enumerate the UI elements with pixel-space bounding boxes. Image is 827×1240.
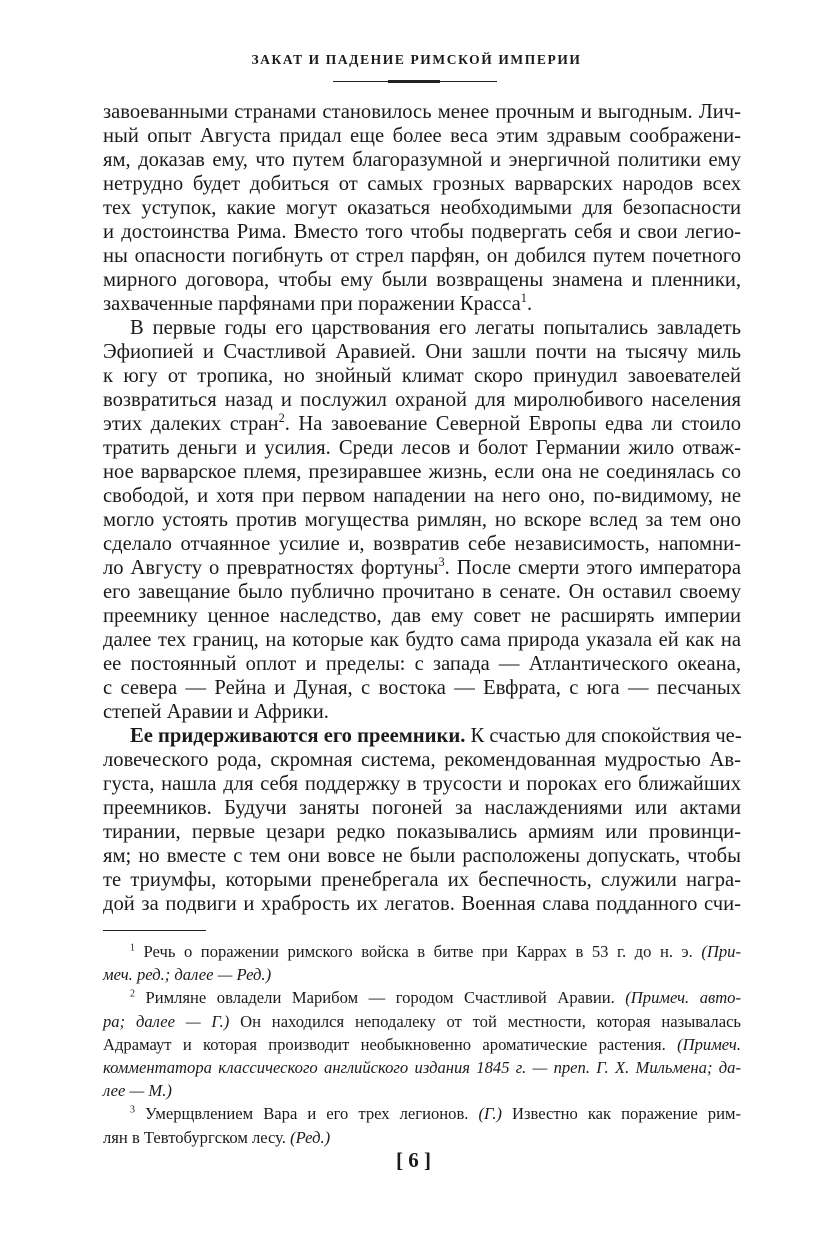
body-line	[103, 604, 741, 628]
body-line	[103, 580, 741, 604]
text-run: степей Аравии и Африки.	[103, 701, 329, 723]
text-run: лее — М.)	[103, 1081, 172, 1101]
text-run: меч. ред.; далее — Ред.)	[103, 965, 272, 985]
body-line	[103, 652, 741, 676]
footnote-line	[103, 1079, 741, 1102]
text-run: мирного договора, чтобы ему были возвращены знамена и пленники,	[103, 269, 741, 291]
text-run: Известно как поражение рим-	[501, 1104, 741, 1124]
body-line	[103, 508, 741, 532]
text-run: тратить деньги и усилия. Среди лесов и болот Германии жило отваж-	[103, 437, 741, 459]
body-line	[103, 220, 741, 244]
body-line	[103, 412, 741, 436]
text-run: (При-	[701, 942, 741, 961]
text-run: Римляне овладели Марибом — городом Счастливой Аравии.	[134, 988, 626, 1008]
body-line	[103, 700, 741, 724]
footnote-line	[103, 1102, 741, 1125]
body-line	[103, 436, 741, 460]
text-run: тех уступок, какие могут оказаться необходимыми для безопасности	[103, 197, 741, 219]
body-line	[103, 796, 741, 820]
footnote-marker: 2	[278, 411, 285, 426]
text-run: .	[526, 293, 533, 315]
text-run: преемников. Будучи заняты погоней за наслаждениями или актами	[103, 797, 741, 819]
text-run: ловеческого рода, скромная система, рекомендованная мудростью Ав-	[103, 749, 741, 771]
text-run: ло Августу о превратностях фортуны	[103, 557, 439, 579]
text-run: ям; но вместе с тем они вовсе не были расположены допускать, чтобы	[103, 845, 741, 867]
text-run: . После смерти этого императора	[444, 557, 741, 579]
footnote-line	[103, 1010, 741, 1033]
body-line	[103, 676, 741, 700]
text-run: те триумфы, которыми пренебрегала их беспечность, служили награ-	[103, 869, 741, 891]
text-run: (Примеч.	[677, 1034, 741, 1054]
body-line	[103, 364, 741, 388]
body-line	[103, 340, 741, 364]
body-line	[103, 868, 741, 892]
running-title: ЗАКАТ И ПАДЕНИЕ РИМСКОЙ ИМПЕРИИ	[251, 52, 582, 67]
text-run: с севера — Рейна и Дуная, с востока — Евфрата, с юга — песчаных	[103, 677, 741, 699]
body-line	[103, 628, 741, 652]
body-line	[103, 724, 741, 748]
body-line	[103, 820, 741, 844]
body-line	[103, 124, 741, 148]
text-run: и достоинства Рима. Вместо того чтобы подвергать себя и свои легио-	[103, 221, 741, 243]
text-run: завоеванными странами становилось менее прочным и выгодным. Лич-	[103, 101, 741, 123]
body-line	[103, 316, 741, 340]
text-run: к югу от тропика, но знойный климат скоро принудил завоевателей	[103, 365, 741, 387]
text-run: ный опыт Августа придал еще более веса этим здравым соображени-	[103, 125, 741, 147]
footnote-marker: 3	[130, 1104, 135, 1116]
body-line	[103, 460, 741, 484]
text-run: далее тех границ, на которые как будто сама природа указала ей как на	[103, 629, 741, 651]
text-run: свободой, и хотя при первом нападении на него оно, по-видимому, не	[103, 485, 741, 507]
body-line	[103, 844, 741, 868]
body-line	[103, 532, 741, 556]
text-run: Умерщвлением Вара и его трех легионов.	[134, 1104, 479, 1124]
body-line	[103, 388, 741, 412]
footnote-marker: 1	[520, 291, 527, 306]
text-run: преемнику ценное наследство, дав ему совет не расширять империи	[103, 605, 741, 627]
text-run: сделало отчаянное усилие и, возвратив себе независимость, напомни-	[103, 533, 741, 555]
text-run: захваченные парфянами при поражении Красса	[103, 293, 521, 315]
text-run: ра; далее — Г.)	[103, 1011, 230, 1031]
body-line	[103, 484, 741, 508]
text-run: этих далеких стран	[103, 413, 279, 435]
text-run: лян в Тевтобургском лесу.	[103, 1127, 291, 1147]
text-run: могло устоять против могущества римлян, но вскоре вслед за тем оно	[103, 509, 741, 531]
text-run: ее постоянный оплот и пределы: с запада — Атлантического океана,	[103, 653, 741, 675]
text-run: (Ред.)	[290, 1127, 331, 1147]
footnotes	[103, 940, 741, 1149]
footnote-line	[103, 986, 741, 1009]
body-line	[103, 100, 741, 124]
footnote-line	[103, 1056, 741, 1079]
text-run: густа, нашла для себя поддержку в трусости и пороках его ближайших	[103, 773, 741, 795]
text-run: его завещание было публично прочитано в сенате. Он оставил своему	[103, 581, 741, 603]
body-line	[103, 292, 741, 316]
body-text	[103, 100, 741, 916]
text-run: (Примеч. авто-	[625, 988, 742, 1008]
footnote-line	[103, 940, 741, 963]
text-run: Адрамаут и которая производит необыкновенно ароматические растения.	[103, 1034, 678, 1054]
body-line	[103, 172, 741, 196]
body-line	[103, 196, 741, 220]
body-line	[103, 892, 741, 916]
body-line	[103, 244, 741, 268]
text-run: Речь о поражении римского войска в битве при Каррах в 53 г. до н. э.	[134, 942, 702, 961]
text-run: В первые годы его царствования его легаты попытались завладеть	[130, 317, 741, 339]
footnote-line	[103, 1126, 741, 1149]
page-number: [ 6 ]	[396, 1148, 431, 1172]
text-run: нетрудно будет добиться от самых грозных варварских народов всех	[103, 173, 741, 195]
footnote-line	[103, 963, 741, 986]
footnote-line	[103, 1033, 741, 1056]
section-heading: Ее придерживаются его преемники.	[130, 725, 466, 747]
text-run: дой за подвиги и храбрость их легатов. Военная слава подданного счи-	[103, 893, 741, 915]
text-run: тирании, первые цезари редко показывались армиям или провинци-	[103, 821, 741, 843]
body-line	[103, 748, 741, 772]
body-line	[103, 148, 741, 172]
text-run: ны опасности погибнуть от стрел парфян, он добился путем почетного	[103, 245, 741, 267]
body-line	[103, 268, 741, 292]
text-run: . На завоевание Северной Европы едва ли стоило	[284, 413, 742, 435]
text-run: (Г.)	[478, 1104, 502, 1124]
text-run: Эфиопией и Счастливой Аравией. Они зашли почти на тысячу миль	[103, 341, 741, 363]
text-run: комментатора классического английского издания 1845 г. — преп. Г. Х. Мильмена; да-	[103, 1057, 741, 1077]
text-run: ям, доказав ему, что путем благоразумной и энергичной политики ему	[103, 149, 741, 171]
body-line	[103, 556, 741, 580]
footnote-rule	[103, 930, 206, 931]
footnote-marker: 2	[130, 988, 135, 1000]
running-header	[0, 52, 827, 68]
footnote-marker: 3	[438, 555, 445, 570]
footnote-marker: 1	[130, 942, 135, 954]
body-line	[103, 772, 741, 796]
text-run: К счастью для спокойствия че-	[465, 725, 742, 747]
header-ornament-center	[388, 80, 440, 83]
text-run: Он находился неподалеку от той местности, которая называлась	[229, 1011, 742, 1031]
text-run: ное варварское племя, презиравшее жизнь, если она не соединялась со	[103, 461, 741, 483]
text-run: возвратиться назад и послужил охраной для миролюбивого населения	[103, 389, 741, 411]
